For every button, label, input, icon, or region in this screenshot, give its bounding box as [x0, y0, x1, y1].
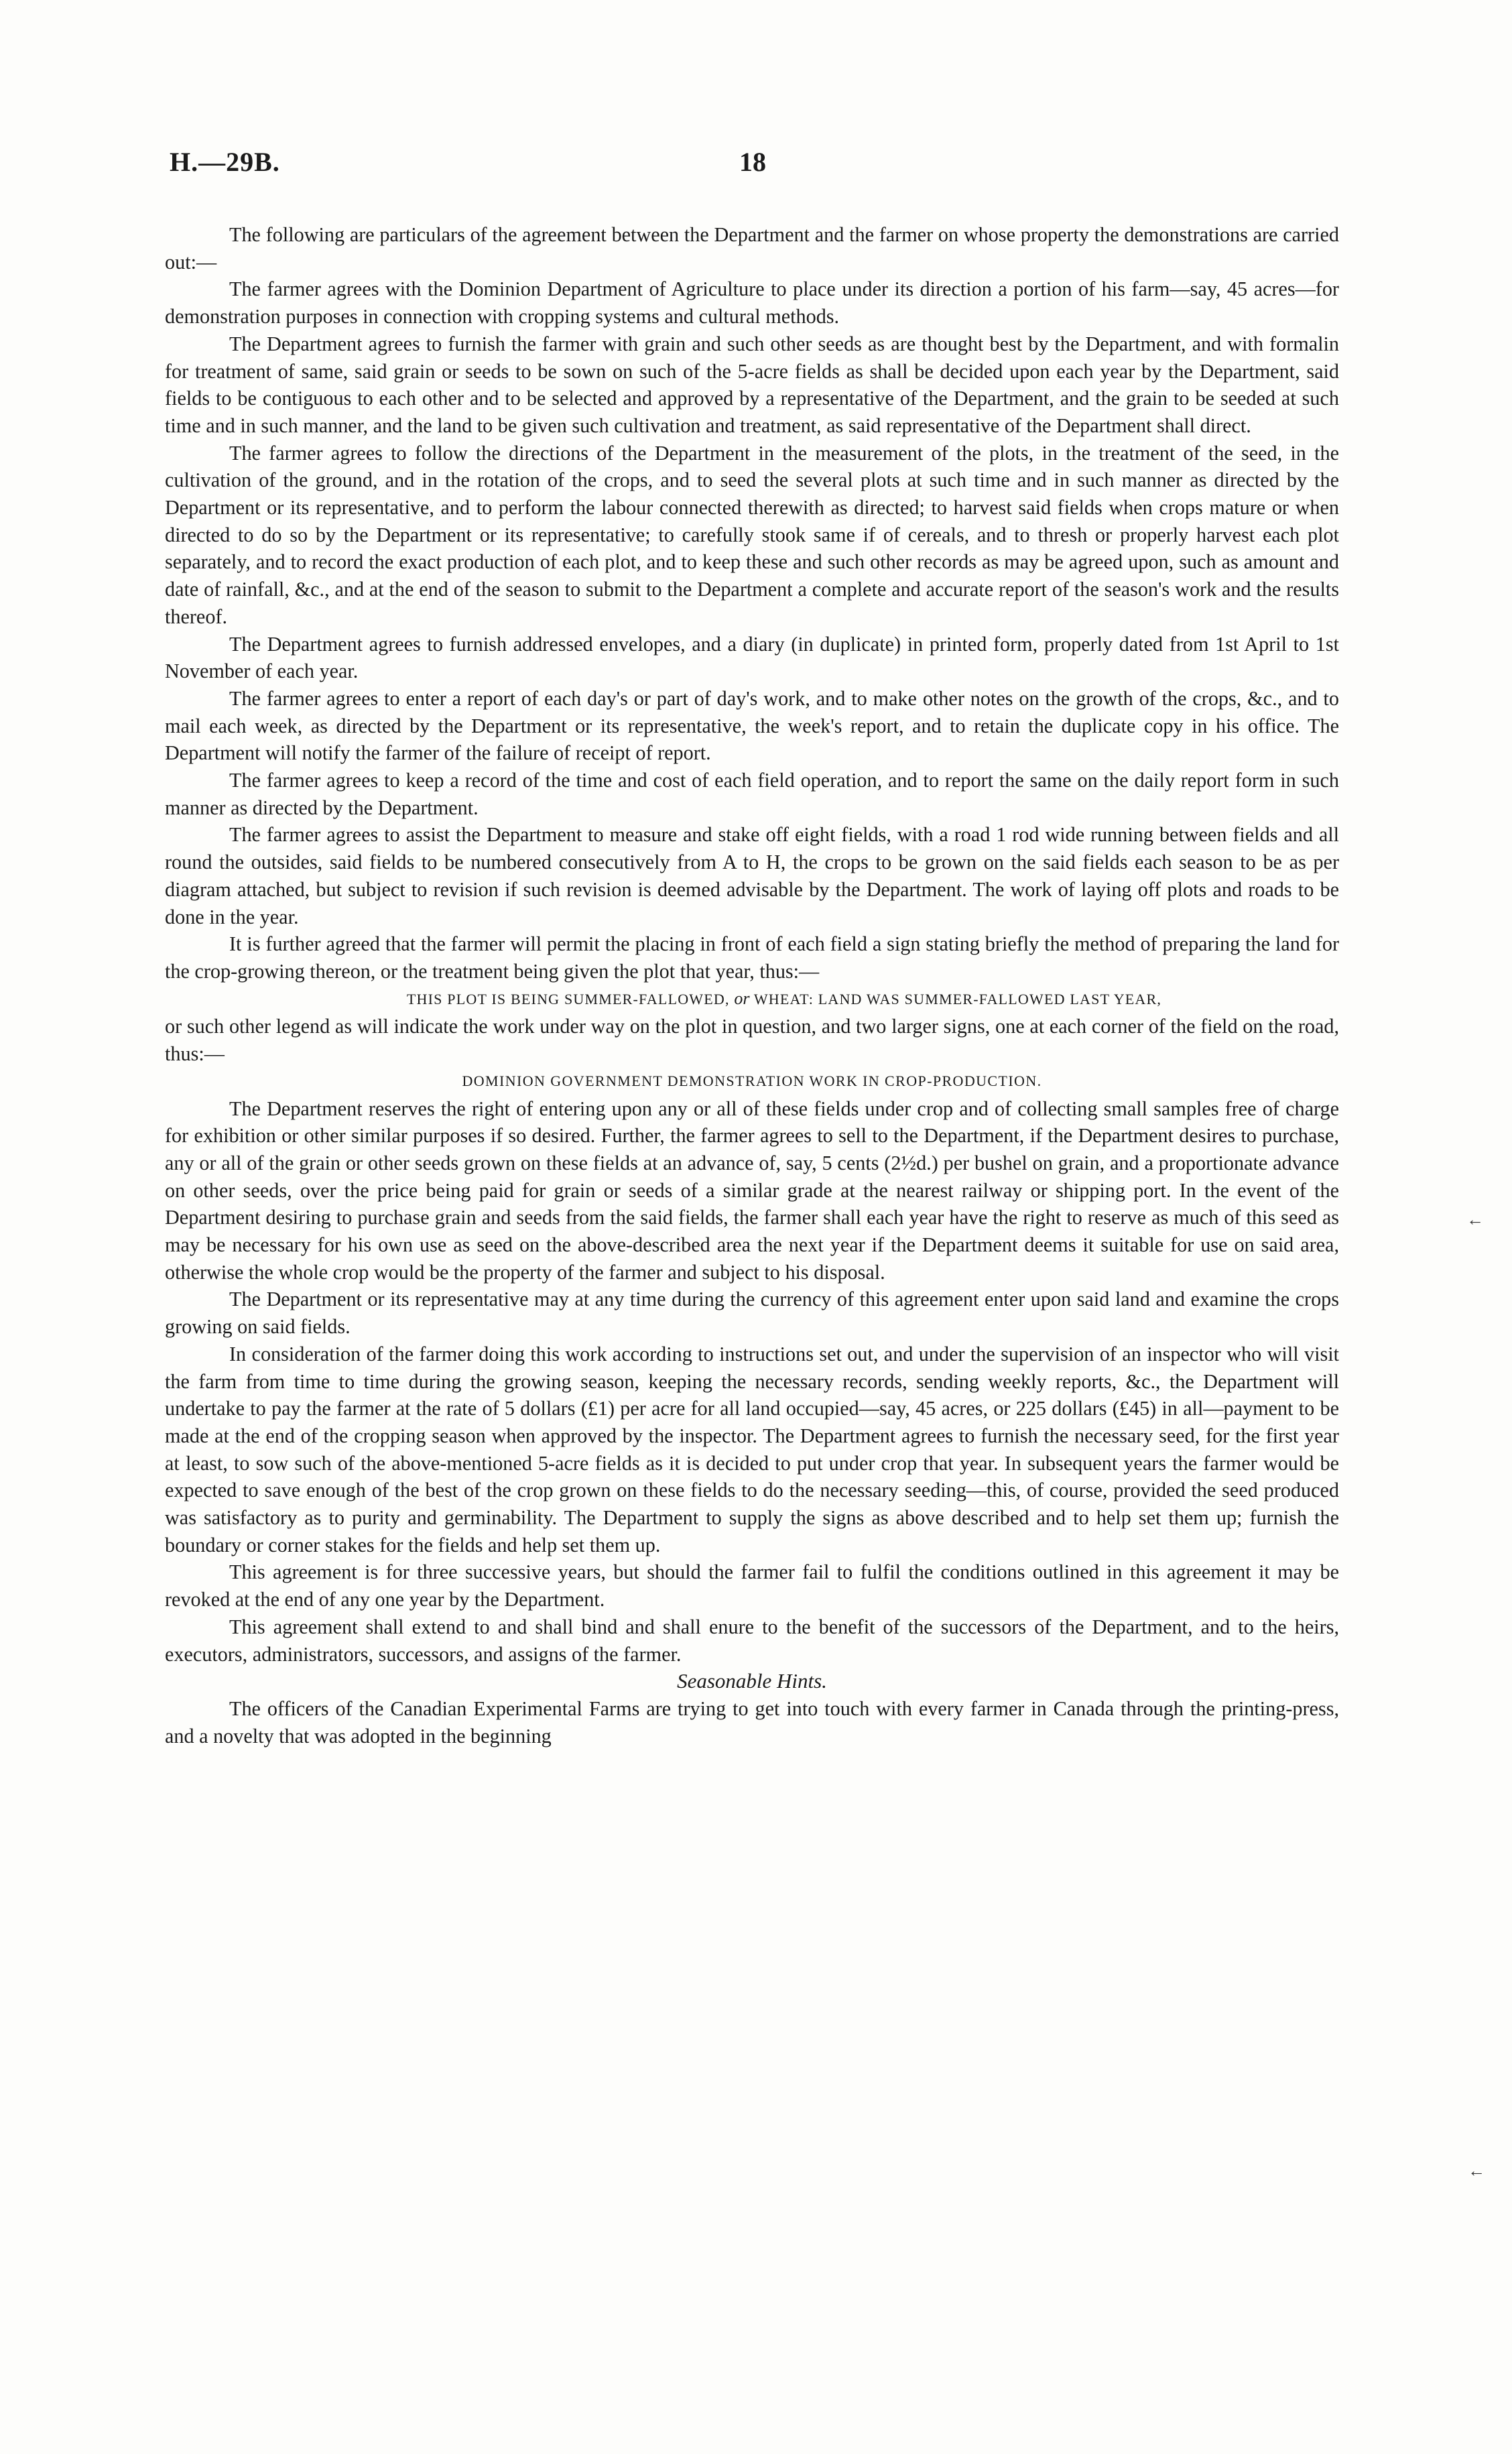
plot-sign-legend: [165, 985, 1339, 1014]
paragraph-larger-signs: or such other legend as will indicate the work under way on the plot in question, and two larger signs, one at each corner of the field on the road, thus:—: [165, 1015, 1339, 1066]
paragraph-reserves-right: The Department reserves the right of entering upon any or all of these fields under crop and of collecting small samples free of charge for exhibition or other similar purposes if so desired. Further, the farmer agrees to sell to the Department, if the Department desires to purchase, any or all of the grain or other seeds grown on these fields at an advance of, say, 5 cents (2½d.) per bushel on grain, and a proportionate advance on other seeds, over the price being paid for grain or seeds of a similar grade at the nearest railway or shipping port. In the event of the Department desiring to purchase grain and seeds from the said fields, the farmer shall each year have the right to reserve as much of this seed as may be necessary for his own use as seed on the above-described area the next year if the Department deems it suitable for use on said area, otherwise the whole crop would be the property of the farmer and subject to his disposal.: [165, 1097, 1339, 1284]
paragraph-department-seeds: The Department agrees to furnish the farmer with grain and such other seeds as are thought best by the Department, and with formalin for treatment of same, said grain or seeds to be sown on such of the 5-acre fields as shall be decided upon each year by the Department, said fields to be contiguous to each other and to be selected and approved by a representative of the Department, and the grain to be seeded at such time and in such manner, and the land to be given such cultivation and treatment, as said representative of the Department shall direct.: [165, 332, 1339, 437]
margin-arrow-mark: ←: [1468, 2161, 1485, 2181]
body-text: [165, 221, 1339, 1750]
heading-seasonable-hints: Seasonable Hints.: [677, 1669, 827, 1693]
paragraph-daily-report: The farmer agrees to enter a report of each day's or part of day's work, and to make other notes on the growth of the crops, &c., and to mail each week, as directed by the Department or its representative, the week's report, and to retain the duplicate copy in his office. The Department will notify the farmer of the failure of receipt of report.: [165, 686, 1339, 765]
paragraph-farmer-directions: The farmer agrees to follow the directions of the Department in the measurement of the plots, in the treatment of the seed, in the cultivation of the ground, and in the rotation of the crops, and to seed the several plots at such time and in such manner as directed by the Department or its representative, and to perform the labour connected therewith as directed; to harvest said fields when crops mature or when directed to do so by the Department or its representative; to carefully stook same if of cereals, and to thresh or properly harvest each plot separately, and to record the exact production of each plot, and to keep these and such other records as may be agreed upon, such as amount and date of rainfall, &c., and at the end of the season to submit to the Department a complete and accurate report of the season's work and the results thereof.: [165, 441, 1339, 628]
paragraph-envelopes-diary: The Department agrees to furnish addressed envelopes, and a diary (in duplicate) in printed form, properly dated from 1st April to 1st November of each year.: [165, 632, 1339, 683]
margin-arrow-mark: ←: [1466, 1210, 1484, 1229]
sign-legend-part1: THIS PLOT IS BEING SUMMER-FALLOWED,: [406, 990, 730, 1007]
page-number: 18: [739, 147, 766, 177]
paragraph-examine-crops: The Department or its representative may at any time during the currency of this agreement enter upon said land and examine the crops growing on said fields.: [165, 1288, 1339, 1339]
paragraph-eight-fields: The farmer agrees to assist the Department to measure and stake off eight fields, with a road 1 rod wide running between fields and all round the outsides, said fields to be numbered consecutively from A to H, the crops to be grown on the said fields each season to be as per diagram attached, but subject to revision if such revision is deemed advisable by the Department. The work of laying off plots and roads to be done in the year.: [165, 823, 1339, 928]
paragraph-payment: In consideration of the farmer doing this work according to instructions set out, and under the supervision of an inspector who will visit the farm from time to time during the growing season, keeping the necessary records, sending weekly reports, &c., the Department will undertake to pay the farmer at the rate of 5 dollars (£1) per acre for all land occupied—say, 45 acres, or 225 dollars (£45) in all—payment to be made at the end of the cropping season when approved by the inspector. The Department agrees to furnish the necessary seed, for the first year at least, to sow such of the above-mentioned 5-acre fields as it is decided to put under crop that year. In subsequent years the farmer would be expected to save enough of the best of the crop grown on these fields to do the necessary seeding—this, of course, provided the seed produced was satisfactory as to purity and germinability. The Department to supply the signs as above described and to help set them up; furnish the boundary or corner stakes for the fields and help set them up.: [165, 1342, 1339, 1556]
paragraph-experimental-farms: The officers of the Canadian Experimental Farms are trying to get into touch with every farmer in Canada through the printing-press, and a novelty that was adopted in the beginning: [165, 1697, 1339, 1747]
sign-legend-or: or: [734, 988, 750, 1008]
paragraph-intro: The following are particulars of the agreement between the Department and the farmer on whose property the demonstrations are carried out:—: [165, 223, 1339, 273]
paragraph-farm-portion: The farmer agrees with the Dominion Department of Agriculture to place under its direction a portion of his farm—say, 45 acres—for demonstration purposes in connection with cropping systems and cultural methods.: [165, 278, 1339, 328]
paragraph-cost-record: The farmer agrees to keep a record of the time and cost of each field operation, and to report the same on the daily report form in such manner as directed by the Department.: [165, 769, 1339, 819]
document-reference: H.—29B.: [170, 147, 280, 177]
page-header: [170, 146, 1342, 186]
paragraph-three-years: This agreement is for three successive years, but should the farmer fail to fulfil the conditions outlined in this agreement it may be revoked at the end of any one year by the Department.: [165, 1560, 1339, 1611]
paragraph-successors: This agreement shall extend to and shall bind and shall enure to the benefit of the successors of the Department, and to the heirs, executors, administrators, successors, and assigns of the farmer.: [165, 1615, 1339, 1666]
road-sign-legend: DOMINION GOVERNMENT DEMONSTRATION WORK IN CROP-PRODUCTION.: [462, 1072, 1042, 1089]
paragraph-field-signs: It is further agreed that the farmer will permit the placing in front of each field a sign stating briefly the method of preparing the land for the crop-growing thereon, or the treatment being given the plot that year, thus:—: [165, 932, 1339, 983]
sign-legend-part2: WHEAT: LAND WAS SUMMER-FALLOWED LAST YEAR,: [753, 990, 1162, 1007]
